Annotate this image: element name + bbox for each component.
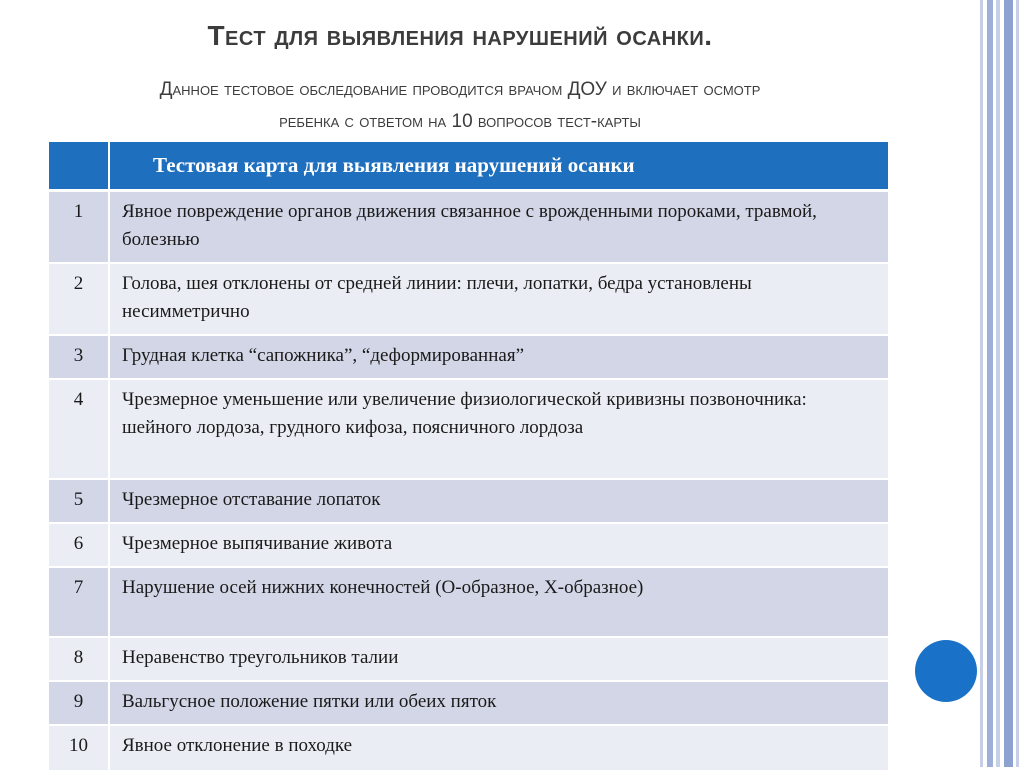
- table-row: [49, 479, 888, 523]
- slide-title: Тест для выявления нарушений осанки.: [207, 20, 713, 51]
- row-text: Голова, шея отклонены от средней линии: плечи, лопатки, бедра установлены несимметрично: [109, 263, 888, 335]
- header-number-cell: [49, 142, 109, 191]
- table-header: Тестовая карта для выявления нарушений осанки: [109, 142, 888, 191]
- row-text: Неравенство треугольников талии: [109, 637, 888, 681]
- row-text: Вальгусное положение пятки или обеих пяток: [109, 681, 888, 725]
- table-row: [49, 191, 888, 264]
- row-text: Чрезмерное выпячивание живота: [109, 523, 888, 567]
- row-text: Нарушение осей нижних конечностей (О-образное, Х-образное): [109, 567, 888, 637]
- row-number: 5: [49, 479, 109, 523]
- table-row: [49, 335, 888, 379]
- table-row: [49, 637, 888, 681]
- table-row: [49, 263, 888, 335]
- row-number: 1: [49, 191, 109, 264]
- row-number: 9: [49, 681, 109, 725]
- row-text: Грудная клетка “сапожника”, “деформированная”: [109, 335, 888, 379]
- row-number: 4: [49, 379, 109, 479]
- row-number: 7: [49, 567, 109, 637]
- row-text: Чрезмерное уменьшение или увеличение физиологической кривизны позвоночника: шейного лордоза, грудного кифоза, поясничного лордоза: [109, 379, 888, 479]
- table-row: [49, 725, 888, 771]
- table-header-row: [49, 142, 888, 191]
- row-number: 2: [49, 263, 109, 335]
- subtitle-line-1: Данное тестовое обследование проводится врачом ДОУ и включает осмотр: [159, 79, 761, 100]
- row-text: Явное отклонение в походке: [109, 725, 888, 771]
- decorative-circle: [915, 640, 977, 702]
- row-number: 6: [49, 523, 109, 567]
- row-number: 10: [49, 725, 109, 771]
- test-card-table: [49, 142, 888, 772]
- table-row: [49, 379, 888, 479]
- row-number: 3: [49, 335, 109, 379]
- table-row: [49, 681, 888, 725]
- table-row: [49, 567, 888, 637]
- row-number: 8: [49, 637, 109, 681]
- slide-subtitle: [30, 74, 890, 138]
- row-text: Явное повреждение органов движения связанное с врожденными пороками, травмой, болезнью: [109, 191, 888, 264]
- subtitle-line-2: ребенка с ответом на 10 вопросов тест-карты: [279, 111, 641, 132]
- row-text: Чрезмерное отставание лопаток: [109, 479, 888, 523]
- decorative-side-bars: [980, 0, 1024, 767]
- table-row: [49, 523, 888, 567]
